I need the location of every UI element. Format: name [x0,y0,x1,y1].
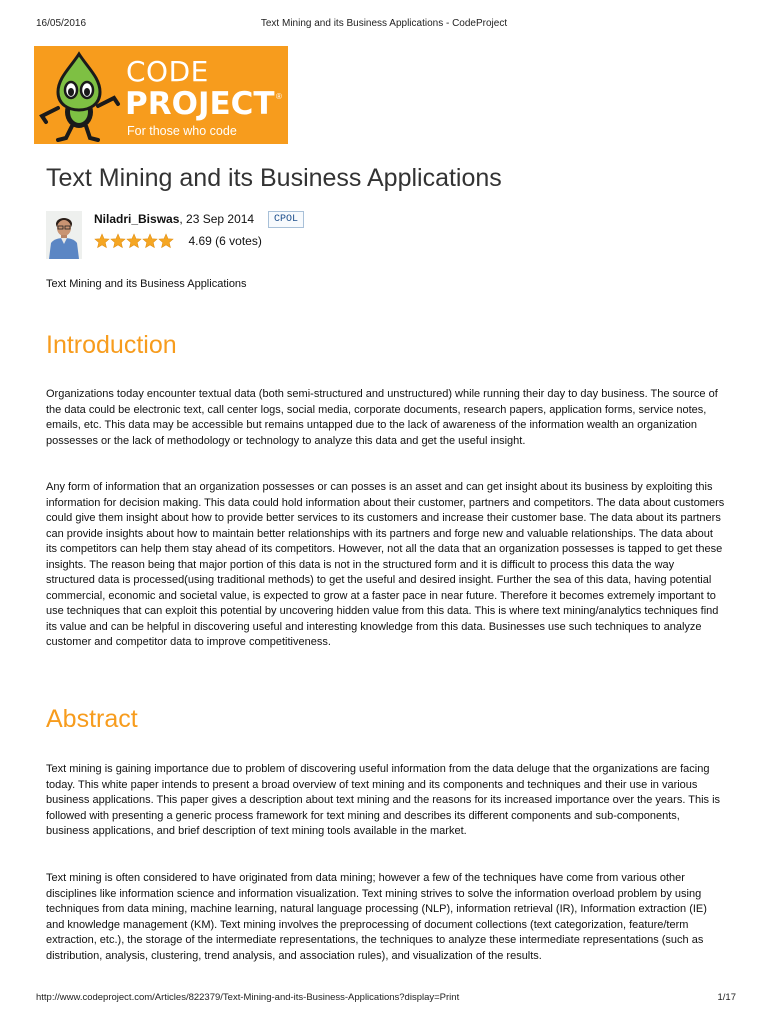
author-line [94,212,254,226]
print-url: http://www.codeproject.com/Articles/822379/Text-Mining-and-its-Business-Applications?display=Print [36,992,460,1003]
article-title: Text Mining and its Business Applications [46,164,502,192]
star-icon [126,233,142,249]
rating-score: 4.69 (6 votes) [188,234,262,248]
publish-date: , 23 Sep 2014 [179,212,255,226]
star-icon [94,233,110,249]
abstract-paragraph-2: Text mining is often considered to have originated from data mining; however a few of the techniques have come from various other disciplines like information science and information visualization. Text mining strives to solve the information overload problem by using techniques from data mining, machine learning, natural language processing (NLP), information retrieval (IR), Information extraction (IE) and knowledge management (KM). Text mining involves the preprocessing of document collections (text categorization, feature/term extraction, etc.), the storage of the intermediate representations, the techniques to analyze these intermediate representations (such as distribution, analysis, clustering, trend analysis, and association rules), and visualization of the results. [46,872,707,962]
star-icon [158,233,174,249]
star-icon [142,233,158,249]
logo-project-text: PROJECT [125,86,275,122]
logo-registered-mark: ® [276,92,282,101]
intro-paragraph-1: Organizations today encounter textual data (both semi-structured and unstructured) while running their day to day business. The source of the data could be electronic text, call center logs, social media, corporate documents, research papers, application forms, service notes, emails, etc. This data may be accessible but remains untapped due to the lack of awareness of the information wealth an organization possesses or the lack of methodology or technology to analyze this data and get the useful insight. [46,388,718,447]
abstract-paragraph-1: Text mining is gaining importance due to problem of discovering useful information from the data deluge that the organizations are facing today. This white paper intends to present a broad overview of text mining and its components and techniques and their use in various business applications. This paper gives a description about text mining and the reasons for its increased importance over the years. This is followed with presenting a generic process framework for text mining and describes its different components and sub-components, business applications, and brief description of text mining tools available in the market. [46,763,721,837]
rating-stars[interactable] [94,232,174,250]
heading-introduction: Introduction [46,331,177,359]
author-photo-icon [46,211,82,259]
print-date: 16/05/2016 [36,18,87,29]
logo-tagline: For those who code [127,124,237,138]
star-icon [110,233,126,249]
article-summary: Text Mining and its Business Applications [46,278,247,290]
page-number: 1/17 [717,992,736,1003]
author-avatar[interactable] [46,211,82,259]
author-name-link[interactable]: Niladri_Biswas [94,212,180,226]
article-rating [94,232,262,252]
codeproject-logo[interactable] [34,46,288,144]
bob-mascot-icon [36,50,122,142]
license-badge[interactable]: CPOL [268,211,304,228]
heading-abstract: Abstract [46,705,138,733]
logo-code-text: CODE [126,55,209,88]
print-header [0,0,768,28]
print-page-title: Text Mining and its Business Applications - CodeProject [260,18,508,29]
intro-paragraph-2: Any form of information that an organization possesses or can posses is an asset and can get insight about its business by exploiting this information for decision making. This data could hold information about their customer, partners and competitors. The data about customers could give them insight about how to provide better services to its customers and increase their customer base. The data about its partners can provide insights about how to maintain better relationships with its partners and forge new and valuable relationships. The data about its competitors can help them stay ahead of its competitors. However, not all the data that an organization possesses is tapped to get these insights. The reason being that major portion of this data is not in the structured form and it is difficult to process this data the way structured data is processed(using traditional methods) to get the useful and desired insight. Further the sea of this data, having potential commercial, economic and societal value, is expected to grow at a faster pace in near future. Therefore it becomes extremely important to use techniques that can exploit this potential by uncovering hidden value from this data. This is where text mining/analytics techniques find its value and can be helpful in discovering useful and interesting knowledge from this data. Businesses use such techniques to analyze customer and competitor data to improve competitiveness. [46,481,725,648]
